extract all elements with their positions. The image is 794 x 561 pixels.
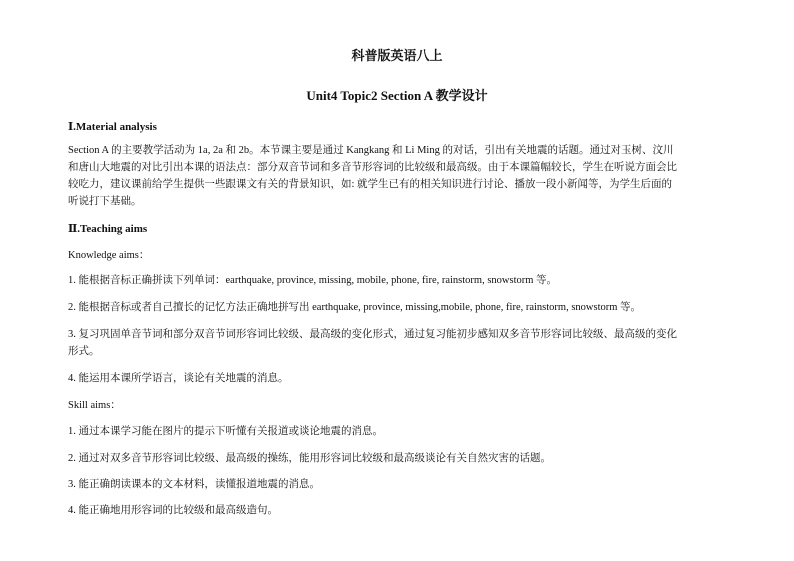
document-subtitle: Unit4 Topic2 Section A 教学设计	[306, 88, 488, 103]
knowledge-aim-item: 2. 能根据音标或者自己擅长的记忆方法正确地拼写出 earthquake, province, missing,mobile, phone, fire, rainstorm, snowstorm 等。	[68, 302, 642, 313]
knowledge-aim-item: 1. 能根据音标正确拼读下列单词：earthquake, province, missing, mobile, phone, fire, rainstorm, snowstorm 等。	[68, 275, 558, 286]
paragraph-line: 较吃力，建议课前给学生提供一些跟课文有关的背景知识，如: 就学生已有的相关知识进行讨论、播放一段小新闻等，为学生后面的	[68, 179, 673, 190]
skill-aim-item: 3. 能正确朗读课本的文本材料，读懂报道地震的消息。	[68, 479, 320, 490]
skill-aim-item: 2. 通过对双多音节形容词比较级、最高级的操练，能用形容词比较级和最高级谈论有关自然灾害的话题。	[68, 453, 551, 464]
document-title: 科普版英语八上	[351, 48, 443, 63]
skill-aim-item: 4. 能正确地用形容词的比较级和最高级造句。	[68, 505, 278, 516]
teaching-aims-heading: Ⅱ.Teaching aims	[68, 223, 148, 235]
knowledge-aim-item: 4. 能运用本课所学语言，谈论有关地震的消息。	[68, 373, 289, 384]
paragraph-line: 和唐山大地震的对比引出本课的语法点：部分双音节词和多音节形容词的比较级和最高级。由于本课篇幅较长，学生在听说方面会比	[68, 162, 677, 173]
paragraph-line: 听说打下基础。	[68, 196, 142, 207]
knowledge-aim-item-continuation: 形式。	[68, 346, 100, 357]
material-analysis-heading: Ⅰ.Material analysis	[68, 121, 157, 133]
paragraph-line: Section A 的主要教学活动为 1a, 2a 和 2b。本节课主要是通过 Kangkang 和 Li Ming 的对话，引出有关地震的话题。通过对玉树、汶川	[68, 145, 674, 156]
skill-aim-item: 1. 通过本课学习能在图片的提示下听懂有关报道或谈论地震的消息。	[68, 426, 383, 437]
knowledge-aim-item: 3. 复习巩固单音节词和部分双音节词形容词比较级、最高级的变化形式，通过复习能初步感知双多音节形容词比较级、最高级的变化	[68, 329, 677, 340]
skill-aims-label: Skill aims：	[68, 400, 121, 411]
knowledge-aims-label: Knowledge aims：	[68, 250, 150, 261]
